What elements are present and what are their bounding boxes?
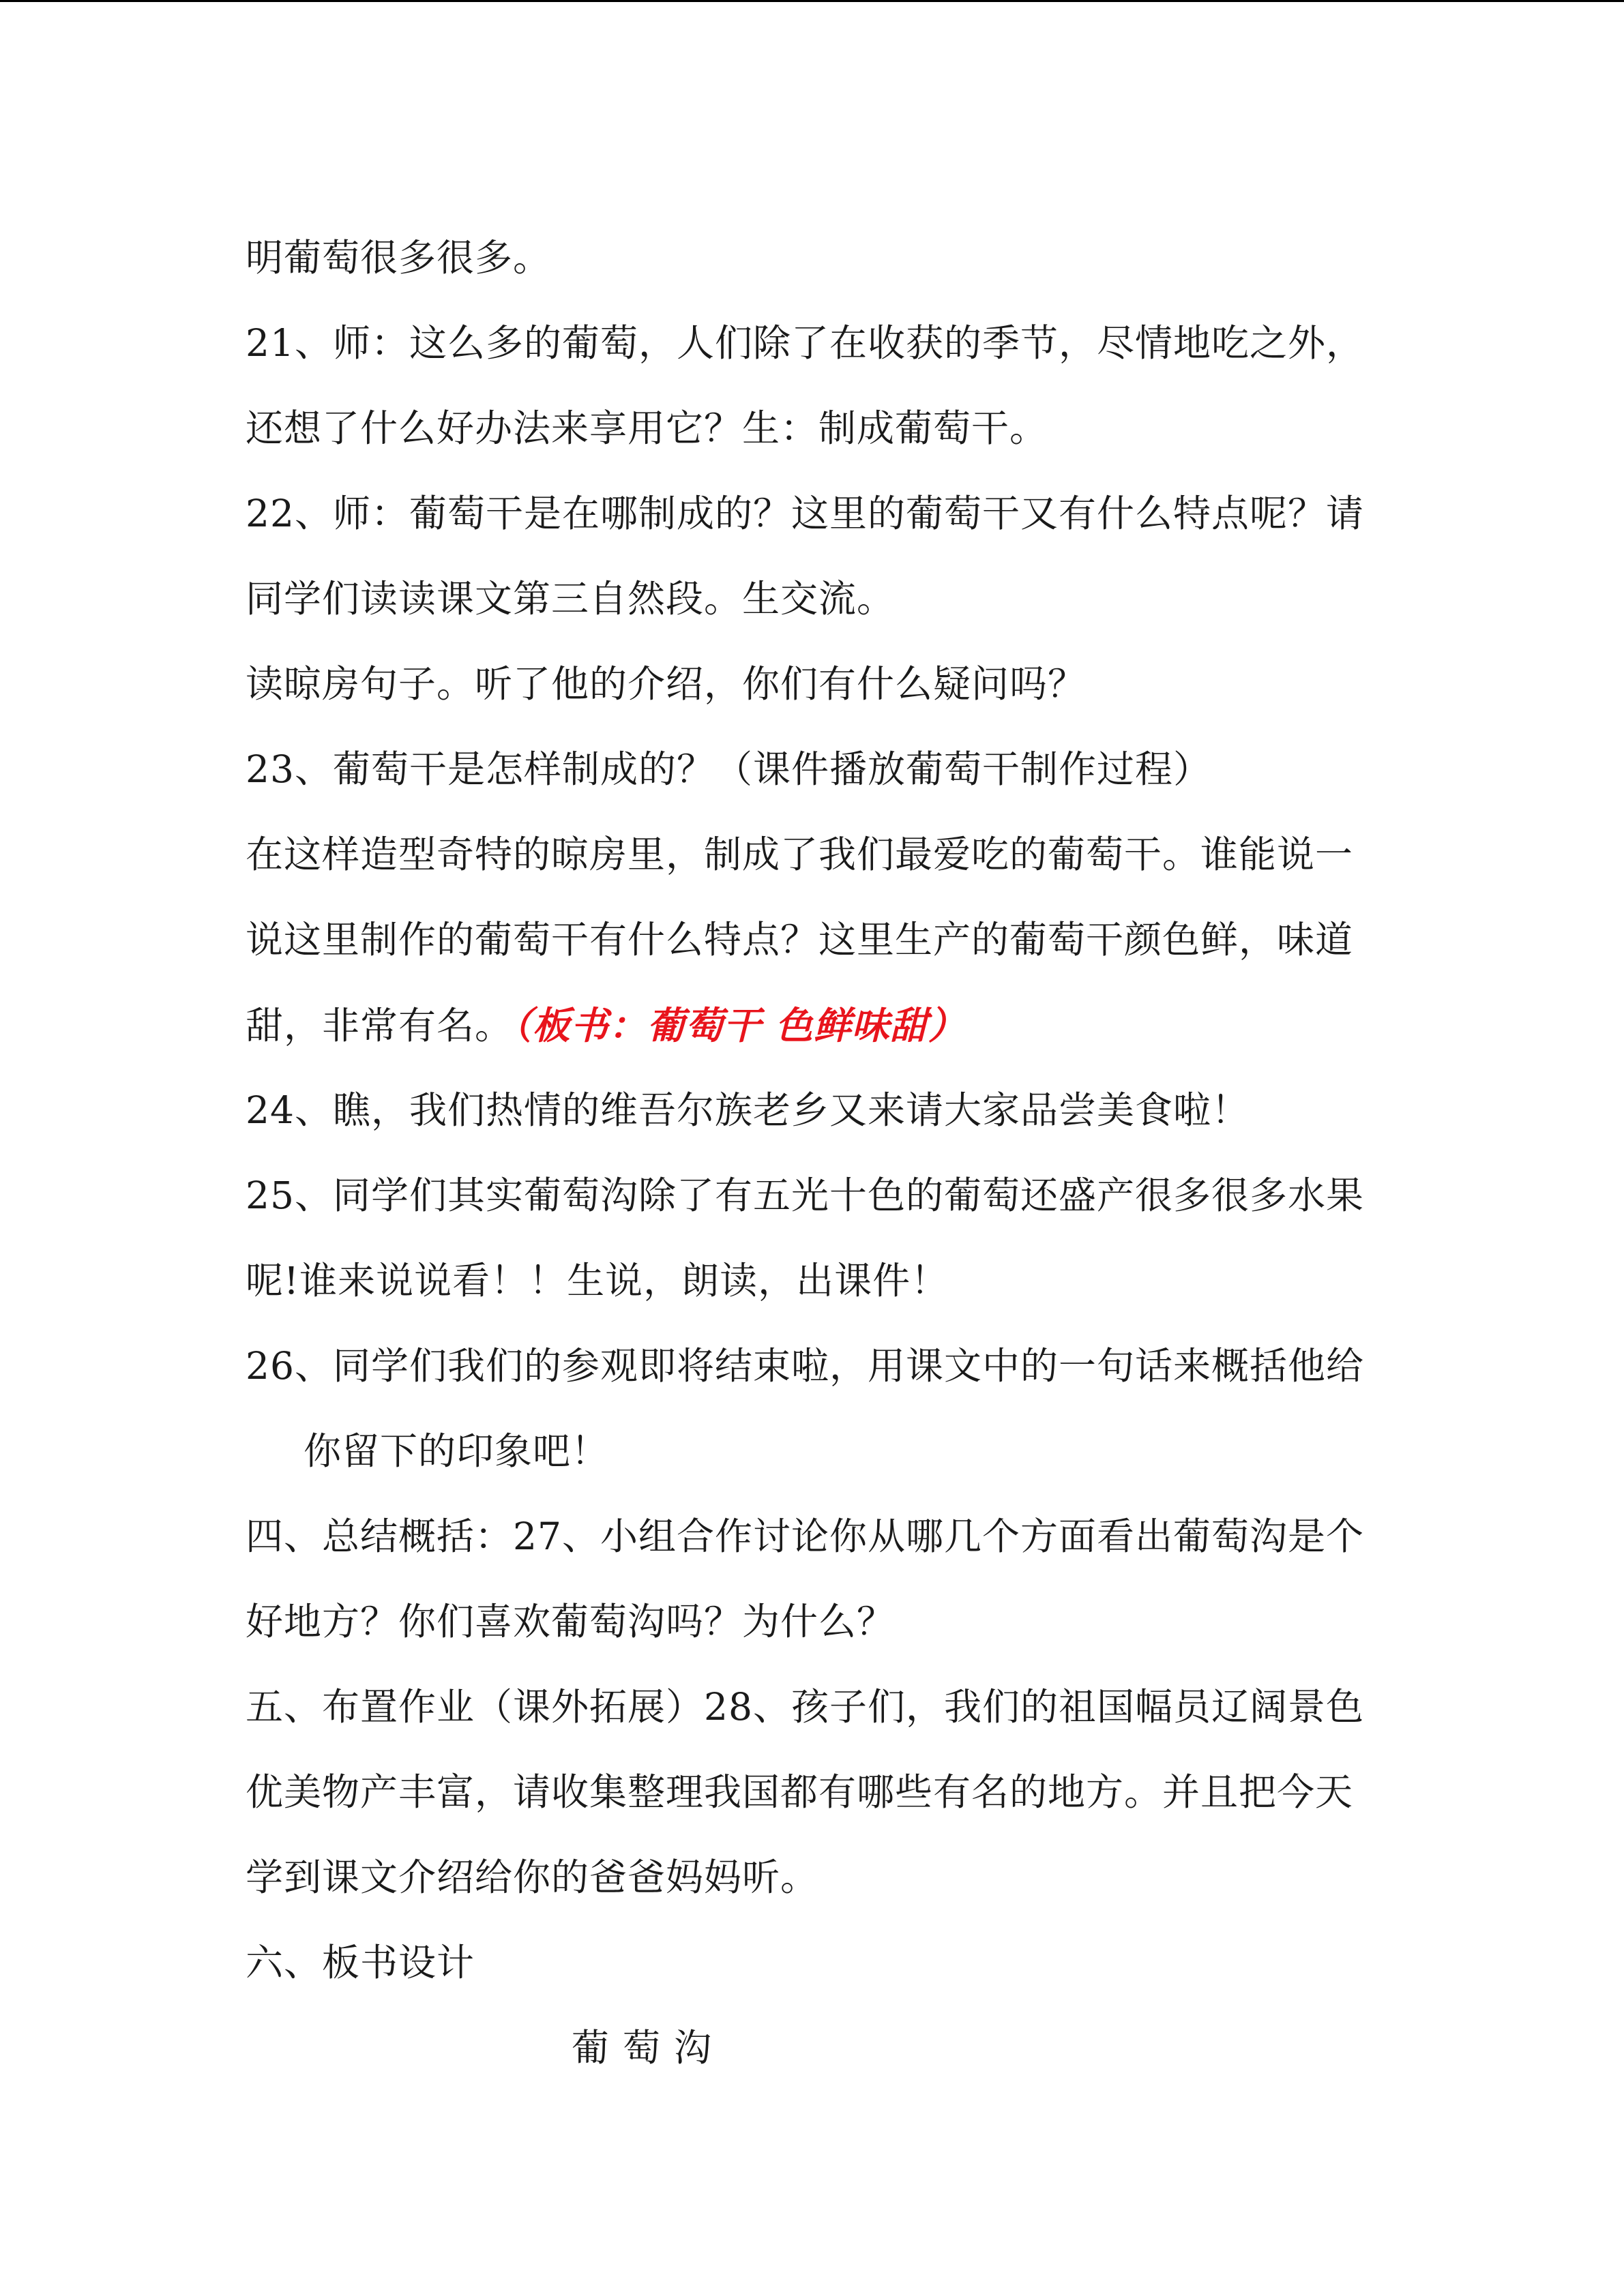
text-line: 明葡萄很多很多。 [246,236,552,280]
text-line: 在这样造型奇特的晾房里，制成了我们最爱吃的葡萄干。谁能说一 [246,833,1354,876]
document-body [246,215,1364,2091]
board-design-title: 葡萄沟 [572,2026,726,2070]
text-line-with-annotation [246,983,1364,1068]
text-line: 学到课文介绍给你的爸爸妈妈听。 [246,1855,819,1899]
text-line: 23、葡萄干是怎样制成的？（课件播放葡萄干制作过程） [246,747,1211,791]
text-line: 22、师：葡萄干是在哪制成的？这里的葡萄干又有什么特点呢？请 [246,492,1364,535]
text-line: 25、同学们其实葡萄沟除了有五光十色的葡萄还盛产很多很多水果 [246,1174,1364,1217]
text-line: 读晾房句子。听了他的介绍，你们有什么疑问吗？ [246,662,1087,706]
text-line: 24、瞧，我们热情的维吾尔族老乡又来请大家品尝美食啦！ [246,1088,1250,1132]
text-line: 还想了什么好办法来享用它？生：制成葡萄干。 [246,406,1048,450]
section-heading: 六、板书设计 [246,1941,475,1984]
text-line: 26、同学们我们的参观即将结束啦，用课文中的一句话来概括他给 [246,1344,1364,1388]
text-segment: 甜，非常有名。 [246,1004,514,1047]
text-line: 好地方？你们喜欢葡萄沟吗？为什么？ [246,1600,896,1643]
text-line-indented: 你留下的印象吧！ [304,1429,610,1473]
text-line: 说这里制作的葡萄干有什么特点？这里生产的葡萄干颜色鲜，味道 [246,918,1354,961]
top-border-line [0,0,1624,2]
text-line: 21、师：这么多的葡萄，人们除了在收获的季节，尽情地吃之外， [246,321,1364,365]
text-line: 呢!谁来说说看！！生说，朗读，出课件！ [246,1259,949,1302]
text-line: 优美物产丰富，请收集整理我国都有哪些有名的地方。并且把今天 [246,1770,1354,1814]
board-note-annotation: （板书：葡萄干 色鲜味甜） [513,1003,966,1047]
text-line: 四、总结概括：27、小组合作讨论你从哪几个方面看出葡萄沟是个 [246,1515,1364,1558]
text-line: 同学们读读课文第三自然段。生交流。 [246,577,896,621]
text-line: 五、布置作业（课外拓展）28、孩子们，我们的祖国幅员辽阔景色 [246,1685,1364,1729]
